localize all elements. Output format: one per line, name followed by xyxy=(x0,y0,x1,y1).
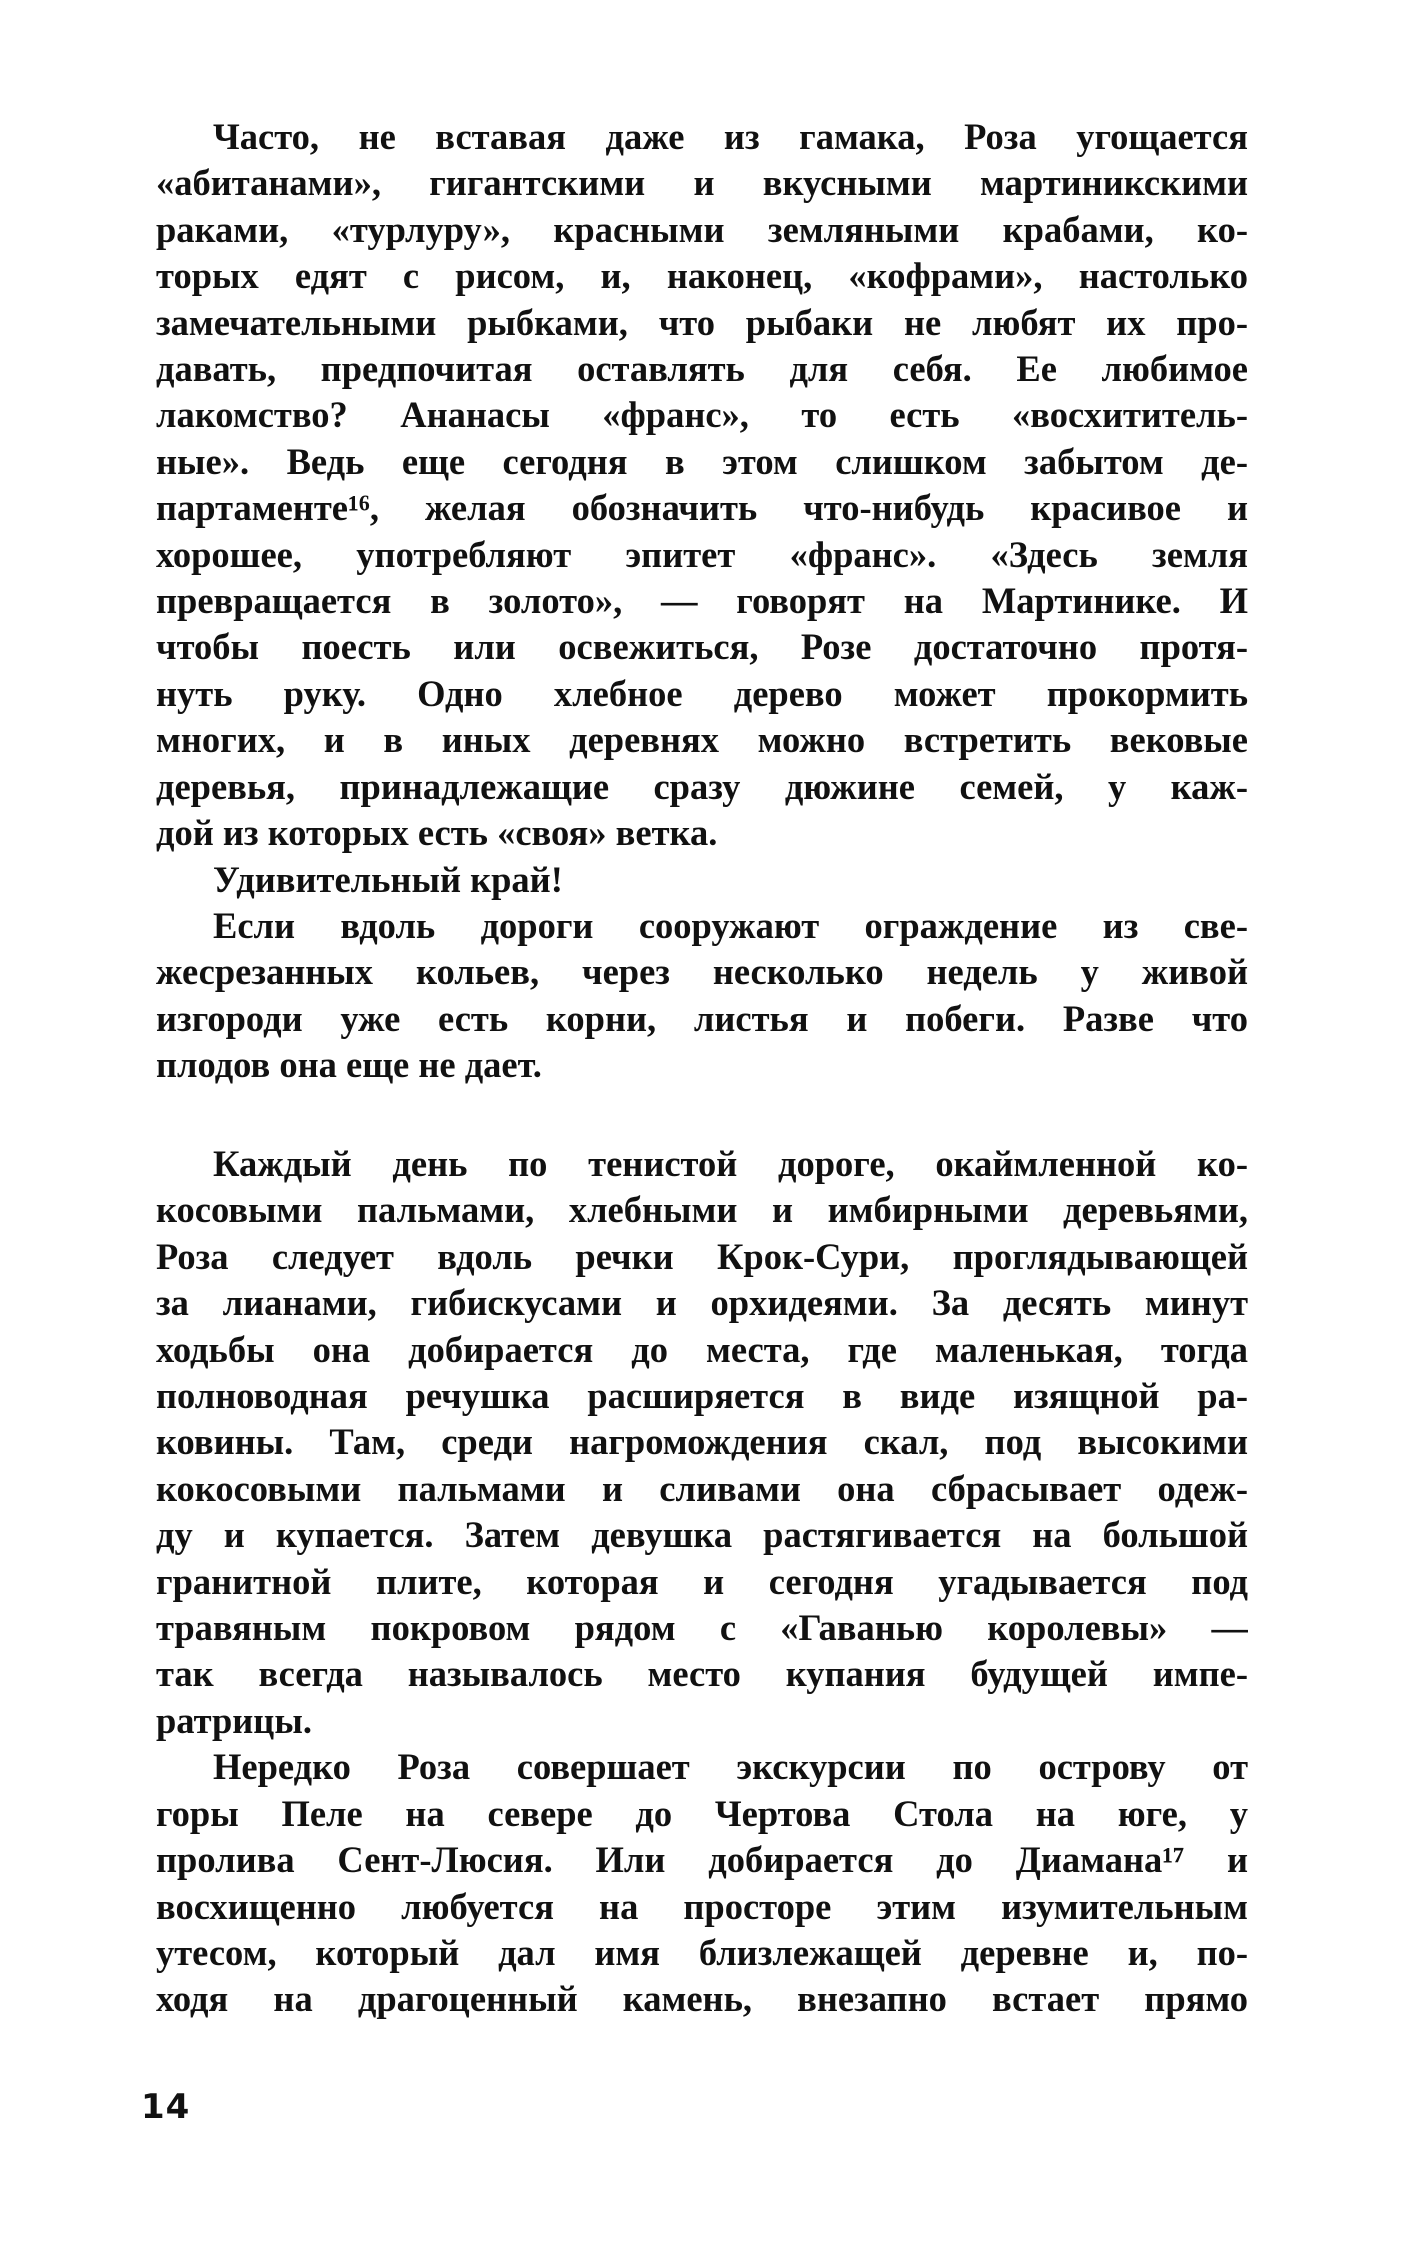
text-line: Часто, не вставая даже из гамака, Роза угощается xyxy=(213,116,1248,157)
text-line: косовыми пальмами, хлебными и имбирными деревьями, xyxy=(156,1189,1248,1231)
text-line: деревья, принадлежащие сразу дюжине семей, у каж- xyxy=(156,765,1248,807)
text-line: нуть руку. Одно хлебное дерево может прокормить xyxy=(156,672,1248,714)
text-line: хорошее, употребляют эпитет «франс». «Здесь земля xyxy=(156,533,1248,575)
text-line: горы Пеле на севере до Чертова Стола на юге, у xyxy=(156,1792,1248,1834)
text-line: раками, «турлуру», красными земляными крабами, ко- xyxy=(156,208,1248,250)
text-line: плодов она еще не дает. xyxy=(156,1044,542,1086)
text-line: восхищенно любуется на просторе этим изумительным xyxy=(156,1885,1248,1927)
text-line: ные». Ведь еще сегодня в этом слишком забытом де- xyxy=(156,440,1248,482)
text-line: многих, и в иных деревнях можно встретить вековые xyxy=(156,719,1248,761)
text-line: замечательными рыбками, что рыбаки не любят их про- xyxy=(156,301,1248,343)
text-line: ходьбы она добирается до места, где маленькая, тогда xyxy=(156,1328,1248,1370)
text-line: Нередко Роза совершает экскурсии по острову от xyxy=(213,1746,1248,1788)
text-line: ду и купается. Затем девушка растягивается на большой xyxy=(156,1514,1248,1556)
text-line: за лианами, гибискусами и орхидеями. За десять минут xyxy=(156,1282,1248,1324)
text-line: давать, предпочитая оставлять для себя. Ее любимое xyxy=(156,348,1248,390)
text-line: так всегда называлось место купания будущей импе- xyxy=(156,1653,1248,1695)
text-line: пролива Сент-Люсия. Или добирается до Диамана¹⁷ и xyxy=(156,1839,1248,1881)
text-line: ратрицы. xyxy=(156,1699,312,1741)
text-line: «абитанами», гигантскими и вкусными мартиникскими xyxy=(156,162,1248,204)
text-line: полноводная речушка расширяется в виде изящной ра- xyxy=(156,1375,1248,1417)
text-line: ходя на драгоценный камень, внезапно встает прямо xyxy=(156,1978,1248,2020)
text-block-1 xyxy=(156,114,1248,1089)
text-line: утесом, который дал имя близлежащей деревне и, по- xyxy=(156,1931,1248,1973)
text-line: Роза следует вдоль речки Крок-Сури, проглядывающей xyxy=(156,1235,1248,1277)
text-line: изгороди уже есть корни, листья и побеги. Разве что xyxy=(156,997,1248,1039)
text-line: торых едят с рисом, и, наконец, «кофрами», настолько xyxy=(156,255,1248,297)
text-line: Каждый день по тенистой дороге, окаймленной ко- xyxy=(213,1143,1248,1184)
text-line: жесрезанных кольев, через несколько недель у живой xyxy=(156,951,1248,993)
text-line: партаменте¹⁶, желая обозначить что-нибудь красивое и xyxy=(156,487,1248,529)
text-line: кокосовыми пальмами и сливами она сбрасывает одеж- xyxy=(156,1467,1248,1509)
text-line: травяным покровом рядом с «Гаванью королевы» — xyxy=(156,1607,1248,1649)
text-line: гранитной плите, которая и сегодня угадывается под xyxy=(156,1560,1248,1602)
text-line: Удивительный край! xyxy=(213,858,563,900)
text-line: лакомство? Ананасы «франс», то есть «восхититель- xyxy=(156,394,1248,436)
page-number: 14 xyxy=(141,2087,191,2127)
text-line: чтобы поесть или освежиться, Розе достаточно протя- xyxy=(156,626,1248,668)
text-block-2 xyxy=(156,1141,1248,2023)
text-line: Если вдоль дороги сооружают ограждение из све- xyxy=(213,904,1248,946)
text-line: дой из которых есть «своя» ветка. xyxy=(156,812,718,854)
text-line: превращается в золото», — говорят на Мартинике. И xyxy=(156,580,1248,622)
text-line: ковины. Там, среди нагромождения скал, под высокими xyxy=(156,1421,1248,1463)
